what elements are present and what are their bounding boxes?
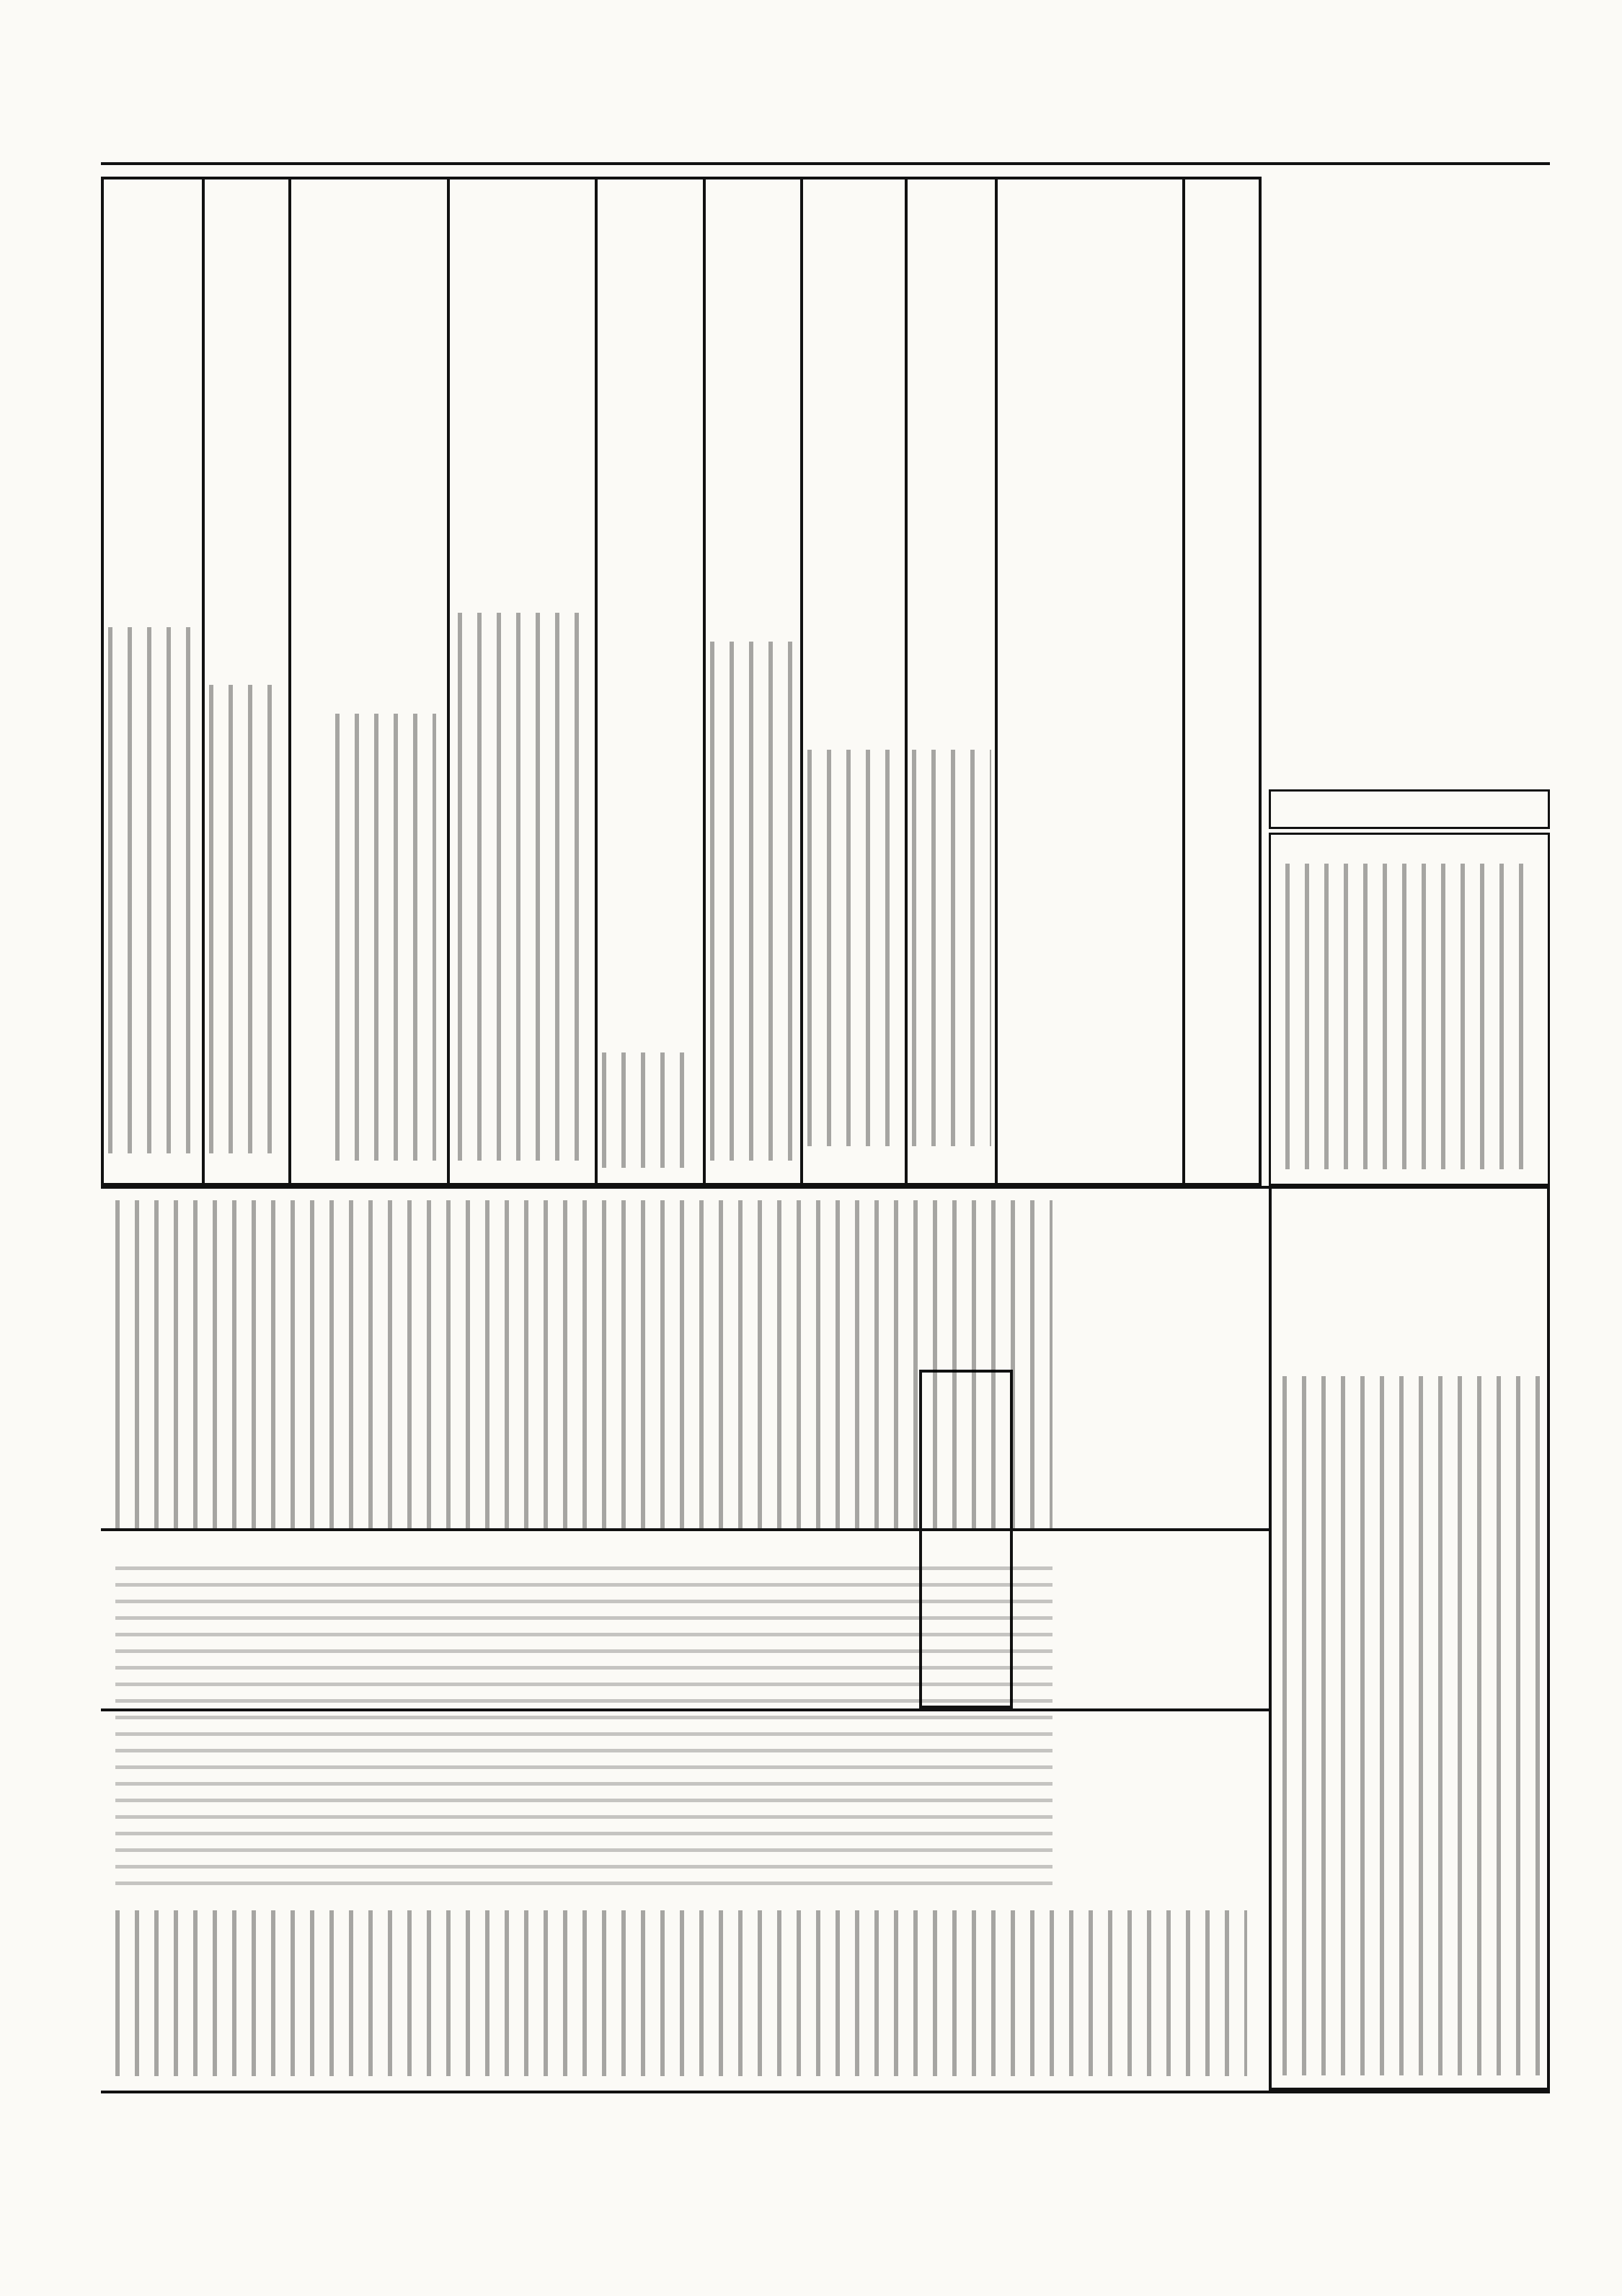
top-divider-4 (800, 177, 803, 1186)
bottom-rule (101, 2091, 1550, 2093)
masthead-block (1269, 177, 1550, 775)
top-divider-7 (447, 177, 450, 1186)
tianyi-ad (292, 180, 447, 1182)
mid-rule (101, 1186, 1269, 1189)
health-ad (598, 180, 703, 1182)
top-divider-1 (1182, 177, 1185, 1186)
lisi-ad (451, 180, 595, 1182)
top-divider-6 (595, 177, 598, 1186)
war9-ad (998, 180, 1182, 1182)
top-divider-9 (202, 177, 205, 1186)
lawyer-ad (1186, 180, 1265, 1182)
left-medicine-ad (105, 180, 202, 1182)
top-rule (101, 162, 1550, 165)
central-ad (706, 180, 800, 1182)
ad-rates (1269, 833, 1550, 1186)
top-divider-3 (905, 177, 908, 1186)
price-strip (1269, 789, 1550, 829)
editorial-mid-rule (101, 1708, 1269, 1711)
xindong-ad (205, 180, 288, 1182)
bank-notice-block (1269, 1186, 1550, 2091)
top-line (144, 123, 1550, 173)
editorial-area (101, 1189, 1269, 2091)
top-divider-8 (288, 177, 291, 1186)
logo (1272, 177, 1489, 652)
police-ad-1 (908, 180, 995, 1182)
top-divider-5 (703, 177, 706, 1186)
top-divider-2 (995, 177, 998, 1186)
police-ad-2 (804, 180, 905, 1182)
